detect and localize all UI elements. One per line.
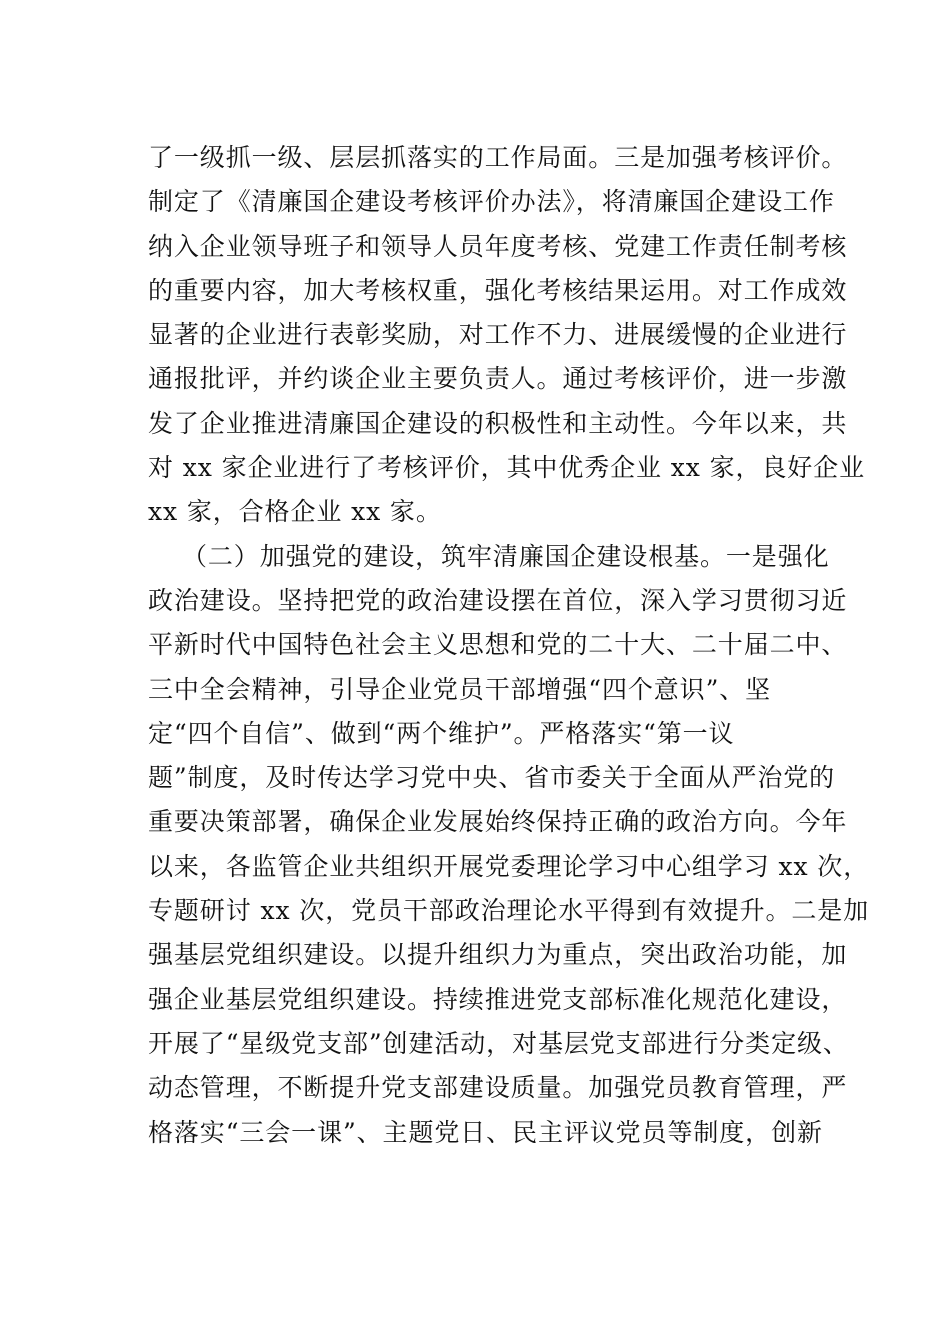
text-line: 定“四个自信”、做到“两个维护”。严格落实“第一议 [148,718,735,748]
text-line: 三中全会精神，引导企业党员干部增强“四个意识”、坚 [148,674,772,704]
text-line: 重要决策部署，确保企业发展始终保持正确的政治方向。今年 [148,807,848,837]
section-heading-line: （二）加强党的建设，筑牢清廉国企建设根基。一是强化 [182,541,830,571]
text-line: 开展了“星级党支部”创建活动，对基层党支部进行分类定级、 [148,1028,849,1058]
text-line: 通报批评，并约谈企业主要负责人。通过考核评价，进一步激 [148,364,848,394]
text-line: xx 家，合格企业 xx 家。 [148,497,442,527]
text-line: 纳入企业领导班子和领导人员年度考核、党建工作责任制考核 [148,231,848,261]
text-line: 政治建设。坚持把党的政治建设摆在首位，深入学习贯彻习近 [148,585,848,615]
text-line: 制定了《清廉国企建设考核评价办法》，将清廉国企建设工作 [148,187,835,217]
text-line: 发了企业推进清廉国企建设的积极性和主动性。今年以来，共 [148,408,848,438]
text-line: 显著的企业进行表彰奖励，对工作不力、进展缓慢的企业进行 [148,320,848,350]
text-line: 强企业基层党组织建设。持续推进党支部标准化规范化建设， [148,984,848,1014]
text-line: 动态管理，不断提升党支部建设质量。加强党员教育管理，严 [148,1073,848,1103]
text-line: 以来，各监管企业共组织开展党委理论学习中心组学习 xx 次， [148,851,870,881]
text-line: 强基层党组织建设。以提升组织力为重点，突出政治功能，加 [148,940,848,970]
text-line: 格落实“三会一课”、主题党日、民主评议党员等制度，创新 [148,1117,823,1147]
text-line: 了一级抓一级、层层抓落实的工作局面。三是加强考核评价。 [148,143,848,172]
text-line: 题”制度，及时传达学习党中央、省市委关于全面从严治党的 [148,763,836,793]
text-line: 平新时代中国特色社会主义思想和党的二十大、二十届二中、 [148,630,848,660]
body-text [148,136,870,1155]
text-line: 对 xx 家企业进行了考核评价，其中优秀企业 xx 家，良好企业 [148,453,865,483]
text-line: 的重要内容，加大考核权重，强化考核结果运用。对工作成效 [148,275,848,305]
text-line: 专题研讨 xx 次，党员干部政治理论水平得到有效提升。二是加 [148,896,870,926]
